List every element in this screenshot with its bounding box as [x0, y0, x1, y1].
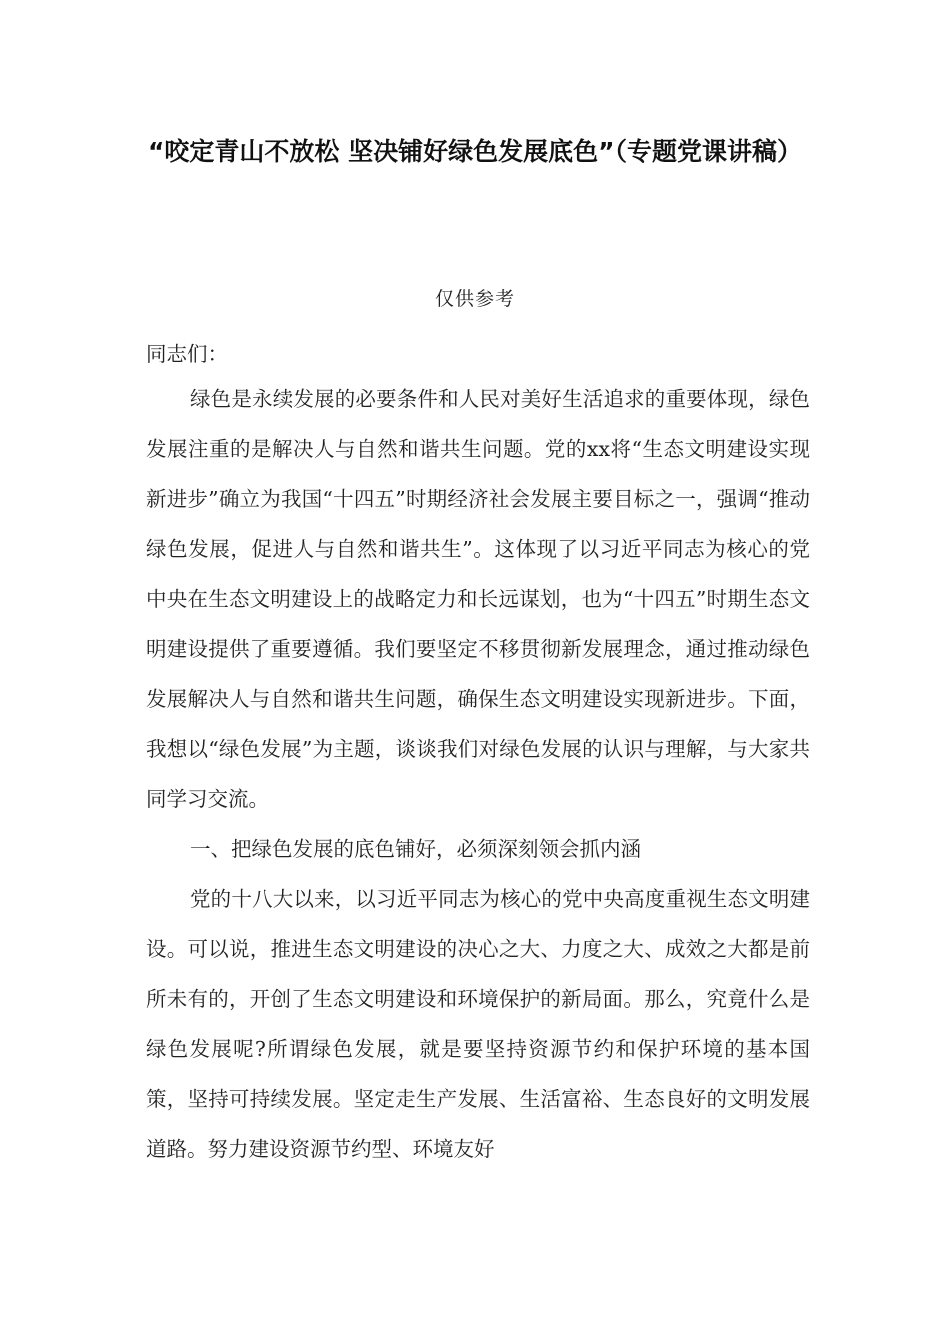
paragraph-intro: 绿色是永续发展的必要条件和人民对美好生活追求的重要体现，绿色发展注重的是解决人与自然和谐共生问题。党的xx将“生态文明建设实现新进步”确立为我国“十四五”时期经济社会发展主要目标之一，强调“推动绿色发展，促进人与自然和谐共生”。这体现了以习近平同志为核心的党中央在生态文明建设上的战略定力和长远谋划，也为“十四五”时期生态文明建设提供了重要遵循。我们要坚定不移贯彻新发展理念，通过推动绿色发展解决人与自然和谐共生问题，确保生态文明建设实现新进步。下面，我想以“绿色发展”为主题，谈谈我们对绿色发展的认识与理解，与大家共同学习交流。: [146, 387, 810, 811]
paragraph-section-1: 党的十八大以来，以习近平同志为核心的党中央高度重视生态文明建设。可以说，推进生态文明建设的决心之大、力度之大、成效之大都是前所未有的，开创了生态文明建设和环境保护的新局面。那么，究竟什么是绿色发展呢?所谓绿色发展，就是要坚持资源节约和保护环境的基本国策，坚持可持续发展。坚定走生产发展、生活富裕、生态良好的文明发展道路。努力建设资源节约型、环境友好: [146, 887, 810, 1161]
document-subtitle: 仅供参考: [434, 288, 515, 310]
document-title: “咬定青山不放松 坚决铺好绿色发展底色”（专题党课讲稿）: [147, 137, 803, 166]
salutation: 同志们：: [146, 342, 228, 366]
section-heading-1: 一、把绿色发展的底色铺好，必须深刻领会抓内涵: [190, 837, 641, 861]
document-body: [146, 334, 810, 1174]
